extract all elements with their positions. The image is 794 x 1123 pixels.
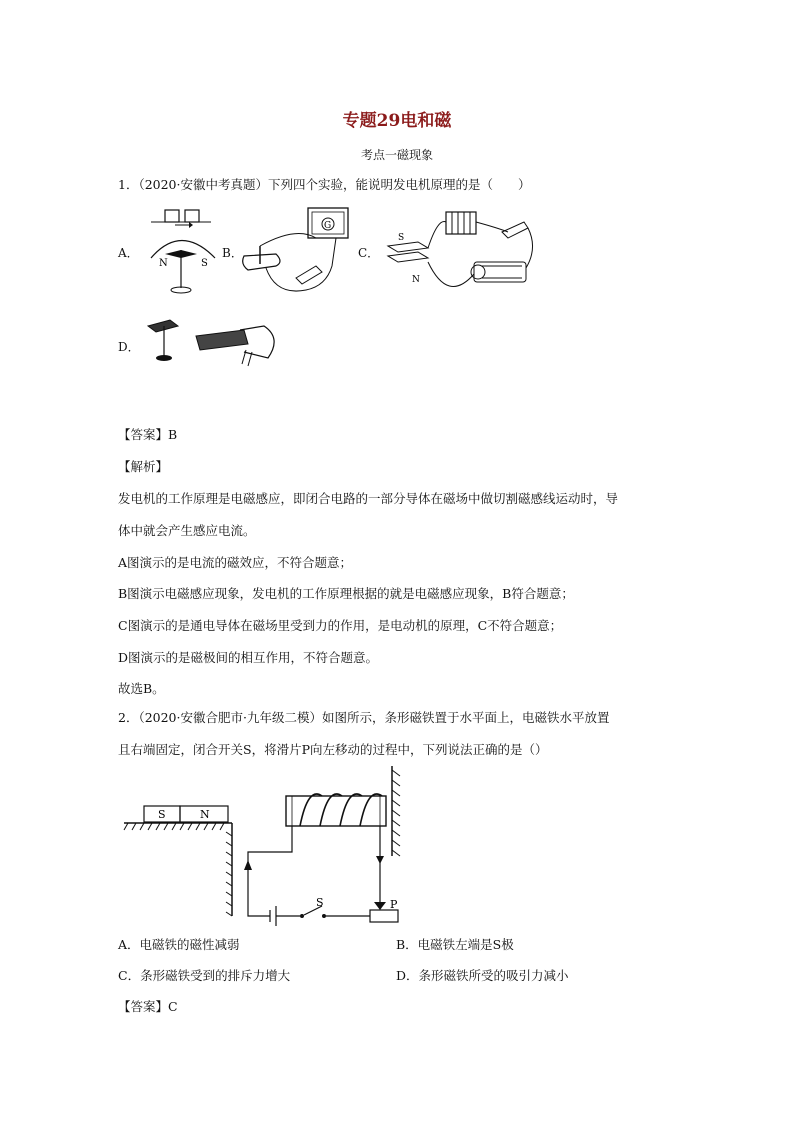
- fig-a-s-label: S: [201, 258, 208, 269]
- q1-option-a-label: A．: [118, 246, 139, 260]
- fig-b-galvanometer-label: G: [324, 221, 332, 231]
- q1-analysis-line: D图演示的是磁极间的相互作用，不符合题意。: [118, 650, 379, 665]
- q2-answer: 【答案】C: [118, 999, 178, 1014]
- q1-option-c-label: C．: [358, 246, 380, 260]
- fig-a-n-label: N: [159, 258, 168, 269]
- q2-magnet-n-label: N: [200, 808, 210, 821]
- q2-stem-line: 2．（2020·安徽合肥市·九年级二模）如图所示，条形磁铁置于水平面上，电磁铁水平放置: [118, 710, 610, 725]
- q1-analysis-heading: 【解析】: [118, 459, 169, 474]
- q2-switch-label: S: [316, 896, 324, 909]
- q2-circuit-figure: [124, 766, 414, 926]
- q2-option-a: A．电磁铁的磁性减弱: [118, 937, 240, 952]
- q1-figure-c: [378, 208, 538, 300]
- q1-analysis-line: 体中就会产生感应电流。: [118, 523, 256, 538]
- fig-c-s-label: S: [398, 233, 405, 243]
- q2-stem-line: 且右端固定，闭合开关S，将滑片P向左移动的过程中，下列说法正确的是（）: [118, 742, 548, 757]
- q2-slider-label: P: [390, 898, 398, 911]
- q1-figure-b: [236, 206, 354, 300]
- section-subtitle: 考点一磁现象: [360, 148, 433, 162]
- q2-option-b: B．电磁铁左端是S极: [396, 937, 514, 952]
- page-title: 专题29电和磁: [342, 111, 452, 131]
- q1-stem: 1．（2020·安徽中考真题）下列四个实验，能说明发电机原理的是（ ）: [118, 177, 531, 192]
- q1-answer: 【答案】B: [118, 427, 178, 442]
- fig-c-n-label: N: [412, 275, 420, 285]
- q2-option-c: C．条形磁铁受到的排斥力增大: [118, 968, 291, 983]
- q1-analysis-line: 发电机的工作原理是电磁感应，即闭合电路的一部分导体在磁场中做切割磁感线运动时，导: [118, 491, 619, 506]
- q2-option-d: D．条形磁铁所受的吸引力减小: [396, 968, 569, 983]
- q1-analysis-line: C图演示的是通电导体在磁场里受到力的作用，是电动机的原理，C不符合题意；: [118, 618, 563, 633]
- q1-analysis-line: A图演示的是电流的磁效应，不符合题意；: [118, 555, 353, 570]
- q1-analysis-line: B图演示电磁感应现象，发电机的工作原理根据的就是电磁感应现象，B符合题意；: [118, 586, 574, 601]
- q1-option-d-label: D．: [118, 340, 140, 354]
- q2-magnet-s-label: S: [158, 808, 166, 821]
- q1-analysis-line: 故选B。: [118, 681, 165, 696]
- q1-figure-d: [144, 318, 284, 374]
- q1-option-b-label: B．: [222, 246, 243, 260]
- q1-figure-a: [145, 208, 225, 300]
